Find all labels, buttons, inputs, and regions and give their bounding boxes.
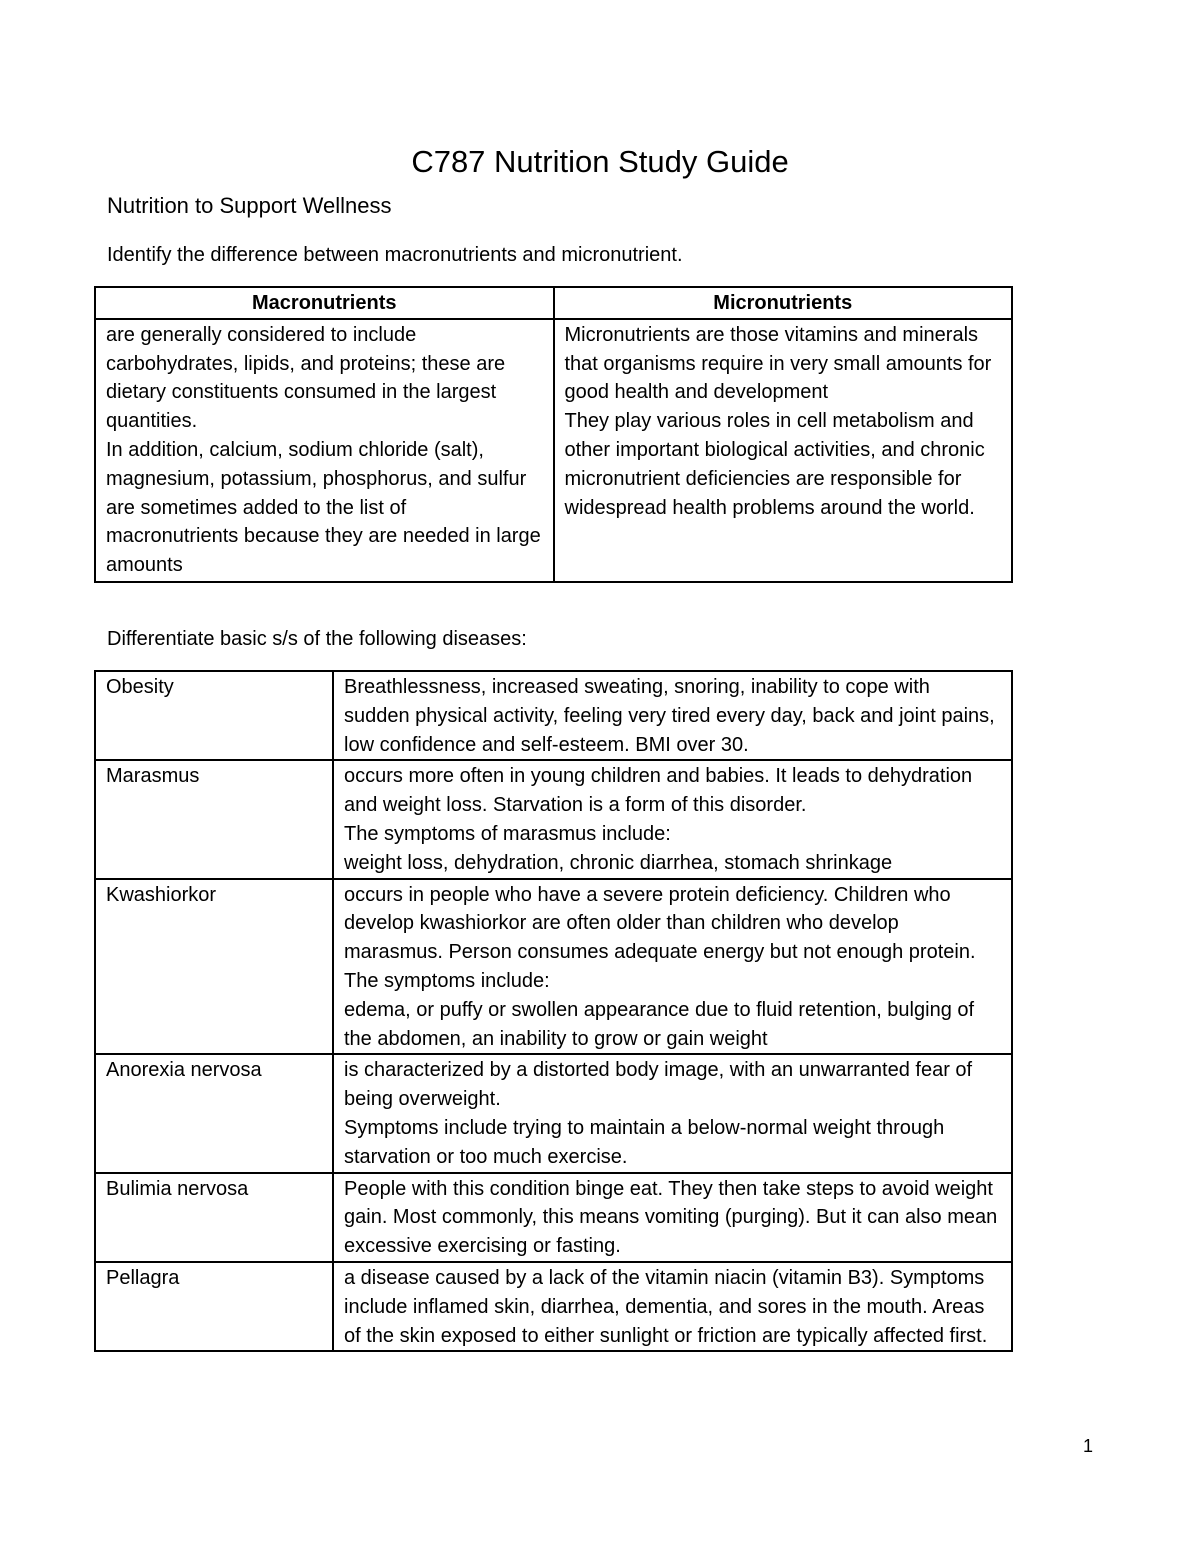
micro-text-2: They play various roles in cell metabolism and other important biological activities, and chronic micronutrient deficiencies are responsible for widespread health problems around the world. (564, 410, 985, 519)
disease-symptoms (333, 1173, 1012, 1262)
disease-symptoms (333, 1262, 1012, 1351)
disease-name: Anorexia nervosa (95, 1054, 333, 1172)
micronutrients-header: Micronutrients (554, 287, 1013, 319)
table-row (95, 1262, 1012, 1351)
table-row (95, 1054, 1012, 1172)
macronutrients-header: Macronutrients (95, 287, 554, 319)
disease-symptoms (333, 760, 1012, 878)
table-row (95, 879, 1012, 1055)
micronutrients-cell (554, 319, 1013, 582)
macro-text-2: In addition, calcium, sodium chloride (salt), magnesium, potassium, phosphorus, and sulfur are sometimes added to the list of macronutrients because they are needed in large amounts (106, 438, 541, 577)
disease-name: Bulimia nervosa (95, 1173, 333, 1262)
macronutrients-cell (95, 319, 554, 582)
symptom-text: weight loss, dehydration, chronic diarrhea, stomach shrinkage (344, 851, 893, 874)
macro-micro-prompt: Identify the difference between macronutrients and micronutrient. (107, 244, 683, 266)
table-row (95, 671, 1012, 760)
nutrients-body-row (95, 319, 1012, 582)
disease-name: Obesity (95, 671, 333, 760)
symptom-text: occurs in people who have a severe protein deficiency. Children who develop kwashiorkor are often older than children who develop marasmus. Person consumes adequate energy but not enough protein. The symptoms include: (344, 883, 976, 992)
disease-symptoms (333, 879, 1012, 1055)
diseases-prompt: Differentiate basic s/s of the following diseases: (107, 628, 527, 650)
macro-text-1: are generally considered to include carbohydrates, lipids, and proteins; these are dietary constituents consumed in the largest quantities. (106, 323, 506, 433)
disease-name: Kwashiorkor (95, 879, 333, 1055)
disease-symptoms (333, 671, 1012, 760)
symptom-text: Breathlessness, increased sweating, snoring, inability to cope with sudden physical activity, feeling very tired every day, back and joint pains, low confidence and self-esteem. BMI over 30. (344, 676, 995, 756)
diseases-table (94, 670, 1013, 1352)
disease-name: Marasmus (95, 760, 333, 878)
symptom-text: Symptoms include trying to maintain a below-normal weight through starvation or too much exercise. (344, 1116, 945, 1168)
symptom-text: occurs more often in young children and babies. It leads to dehydration and weight loss. Starvation is a form of this disorder. (344, 765, 973, 817)
disease-symptoms (333, 1054, 1012, 1172)
table-row (95, 1173, 1012, 1262)
symptom-text: The symptoms of marasmus include: (344, 822, 671, 845)
symptom-text: People with this condition binge eat. They then take steps to avoid weight gain. Most commonly, this means vomiting (purging). But it can also mean excessive exercising or fasting. (344, 1177, 998, 1258)
page-number: 1 (1083, 1436, 1094, 1456)
disease-name: Pellagra (95, 1262, 333, 1351)
micro-text-1: Micronutrients are those vitamins and minerals that organisms require in very small amounts for good health and development (564, 323, 992, 404)
section-subtitle: Nutrition to Support Wellness (107, 193, 392, 218)
symptom-text: edema, or puffy or swollen appearance due to fluid retention, bulging of the abdomen, an inability to grow or gain weight (344, 998, 975, 1050)
nutrients-table (94, 286, 1013, 583)
page-title: C787 Nutrition Study Guide (411, 144, 789, 179)
nutrients-header-row (95, 287, 1012, 319)
table-row (95, 760, 1012, 878)
symptom-text: is characterized by a distorted body image, with an unwarranted fear of being overweight. (344, 1059, 973, 1111)
symptom-text: a disease caused by a lack of the vitamin niacin (vitamin B3). Symptoms include inflamed skin, diarrhea, dementia, and sores in the mouth. Areas of the skin exposed to either sunlight or friction are typically affected first. (344, 1266, 988, 1347)
